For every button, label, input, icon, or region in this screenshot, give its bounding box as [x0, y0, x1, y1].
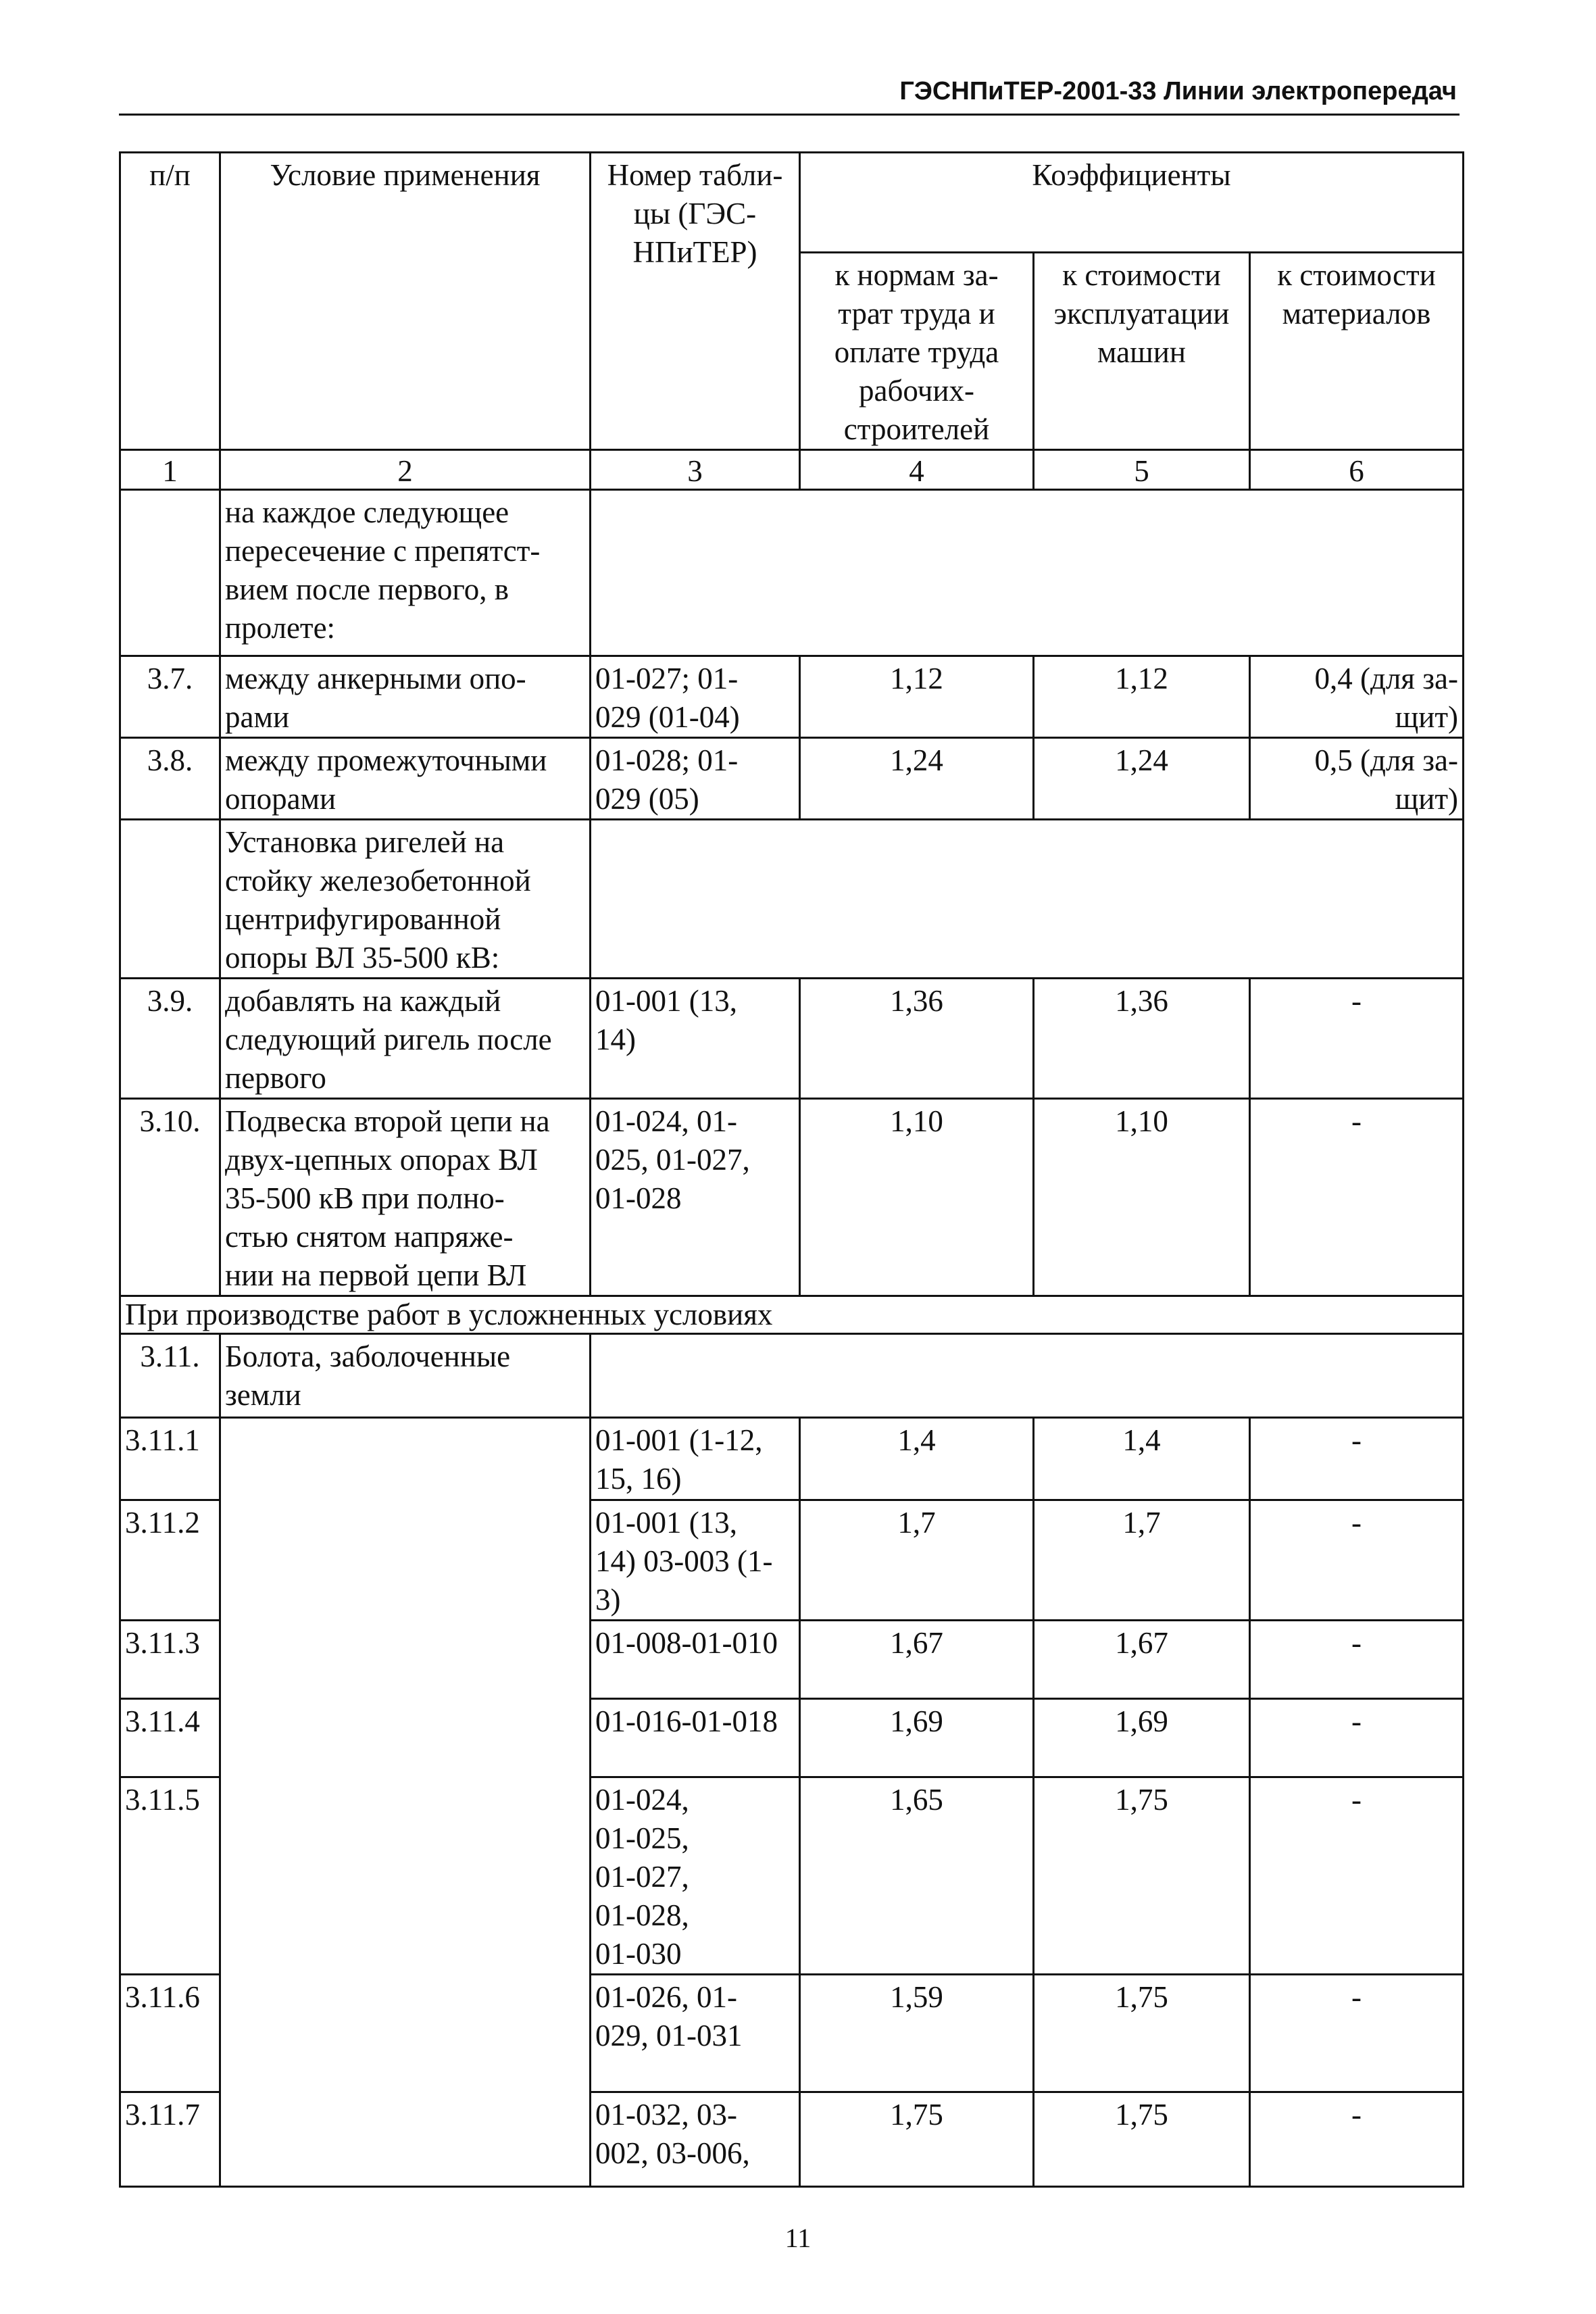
row-condition: между промежуточными опорами — [220, 738, 591, 820]
row-table-number: 01-016-01-018 — [591, 1699, 800, 1777]
row-number: 3.11. — [120, 1334, 220, 1418]
row-table-number: 01-001 (13, 14) 03-003 (1- 3) — [591, 1500, 800, 1621]
row-coef-machines: 1,7 — [1034, 1500, 1250, 1621]
row-coef-machines: 1,75 — [1034, 1777, 1250, 1975]
row-condition-merged — [220, 1418, 591, 2187]
row-number: 3.11.3 — [120, 1621, 220, 1699]
table-row — [120, 738, 1464, 820]
row-empty-span — [591, 1334, 1464, 1418]
row-number: 3.10. — [120, 1099, 220, 1296]
row-number: 3.11.6 — [120, 1975, 220, 2092]
row-number: 3.8. — [120, 738, 220, 820]
row-coef-materials: - — [1250, 1621, 1464, 1699]
row-condition: добавлять на каждый следующий ригель после первого — [220, 979, 591, 1099]
row-number — [120, 490, 220, 656]
header-coef-materials: к стоимости материалов — [1250, 253, 1464, 450]
row-coef-labor: 1,4 — [800, 1418, 1034, 1500]
row-condition: Установка ригелей на стойку железобетонной центрифугированной опоры ВЛ 35-500 кВ: — [220, 820, 591, 979]
row-coef-machines: 1,12 — [1034, 656, 1250, 738]
row-coef-materials: - — [1250, 1500, 1464, 1621]
header-rule — [119, 114, 1460, 116]
row-coef-labor: 1,36 — [800, 979, 1034, 1099]
row-coef-materials: - — [1250, 1418, 1464, 1500]
section-title: При производстве работ в усложненных условиях — [120, 1296, 1464, 1334]
row-coef-machines: 1,67 — [1034, 1621, 1250, 1699]
row-coef-machines: 1,69 — [1034, 1699, 1250, 1777]
row-table-number: 01-001 (1-12, 15, 16) — [591, 1418, 800, 1500]
column-number: 2 — [220, 450, 591, 490]
row-table-number: 01-027; 01- 029 (01-04) — [591, 656, 800, 738]
header-coef-labor: к нормам за- трат труда и оплате труда рабочих- строителей — [800, 253, 1034, 450]
row-coef-machines: 1,36 — [1034, 979, 1250, 1099]
row-condition: Болота, заболоченные земли — [220, 1334, 591, 1418]
table-row — [120, 1099, 1464, 1296]
row-coef-labor: 1,59 — [800, 1975, 1034, 2092]
document-header: ГЭСНПиТЕР-2001-33 Линии электропередач — [899, 77, 1457, 105]
row-coef-labor: 1,24 — [800, 738, 1034, 820]
row-coef-labor: 1,75 — [800, 2092, 1034, 2187]
row-coef-materials: - — [1250, 1975, 1464, 2092]
table-row — [120, 656, 1464, 738]
table-row — [120, 1418, 1464, 1500]
row-coef-machines: 1,4 — [1034, 1418, 1250, 1500]
row-coef-labor: 1,12 — [800, 656, 1034, 738]
row-number: 3.11.7 — [120, 2092, 220, 2187]
row-table-number: 01-028; 01- 029 (05) — [591, 738, 800, 820]
header-row-top — [120, 153, 1464, 253]
column-numbers-row — [120, 450, 1464, 490]
row-coef-materials: - — [1250, 1777, 1464, 1975]
row-table-number: 01-024, 01- 025, 01-027, 01-028 — [591, 1099, 800, 1296]
row-coef-machines: 1,75 — [1034, 2092, 1250, 2187]
row-condition: Подвеска второй цепи на двух-цепных опорах ВЛ 35-500 кВ при полно- стью снятом напряже- нии на первой цепи ВЛ — [220, 1099, 591, 1296]
row-table-number: 01-032, 03- 002, 03-006, — [591, 2092, 800, 2187]
header-condition: Условие применения — [220, 153, 591, 450]
row-coef-machines: 1,75 — [1034, 1975, 1250, 2092]
row-coef-labor: 1,69 — [800, 1699, 1034, 1777]
row-number — [120, 820, 220, 979]
column-number: 1 — [120, 450, 220, 490]
row-coef-materials: 0,5 (для за- щит) — [1250, 738, 1464, 820]
row-coef-materials: - — [1250, 2092, 1464, 2187]
row-coef-labor: 1,67 — [800, 1621, 1034, 1699]
row-number: 3.11.1 — [120, 1418, 220, 1500]
row-coef-materials: - — [1250, 979, 1464, 1099]
row-empty-span — [591, 490, 1464, 656]
row-empty-span — [591, 820, 1464, 979]
column-number: 5 — [1034, 450, 1250, 490]
row-coef-machines: 1,10 — [1034, 1099, 1250, 1296]
row-table-number: 01-026, 01- 029, 01-031 — [591, 1975, 800, 2092]
row-coef-materials: - — [1250, 1099, 1464, 1296]
row-condition: между анкерными опо- рами — [220, 656, 591, 738]
row-table-number: 01-001 (13, 14) — [591, 979, 800, 1099]
header-table-number: Номер табли- цы (ГЭС- НПиТЕР) — [591, 153, 800, 450]
column-number: 6 — [1250, 450, 1464, 490]
page-number: 11 — [784, 2223, 812, 2253]
row-coef-materials: 0,4 (для за- щит) — [1250, 656, 1464, 738]
row-coef-labor: 1,65 — [800, 1777, 1034, 1975]
row-table-number: 01-024, 01-025, 01-027, 01-028, 01-030 — [591, 1777, 800, 1975]
header-pp: п/п — [120, 153, 220, 450]
table-row — [120, 820, 1464, 979]
header-coef-machines: к стоимости эксплуатации машин — [1034, 253, 1250, 450]
section-row — [120, 1296, 1464, 1334]
row-table-number: 01-008-01-010 — [591, 1621, 800, 1699]
row-coef-labor: 1,7 — [800, 1500, 1034, 1621]
header-coefficients: Коэффициенты — [800, 153, 1464, 253]
table-row — [120, 490, 1464, 656]
row-number: 3.11.4 — [120, 1699, 220, 1777]
row-condition: на каждое следующее пересечение с препятст- вием после первого, в пролете: — [220, 490, 591, 656]
table-row — [120, 979, 1464, 1099]
column-number: 3 — [591, 450, 800, 490]
row-number: 3.7. — [120, 656, 220, 738]
row-number: 3.9. — [120, 979, 220, 1099]
table-row — [120, 1334, 1464, 1418]
row-coef-materials: - — [1250, 1699, 1464, 1777]
row-number: 3.11.2 — [120, 1500, 220, 1621]
row-coef-machines: 1,24 — [1034, 738, 1250, 820]
column-number: 4 — [800, 450, 1034, 490]
row-coef-labor: 1,10 — [800, 1099, 1034, 1296]
row-number: 3.11.5 — [120, 1777, 220, 1975]
coefficients-table — [119, 151, 1464, 2188]
